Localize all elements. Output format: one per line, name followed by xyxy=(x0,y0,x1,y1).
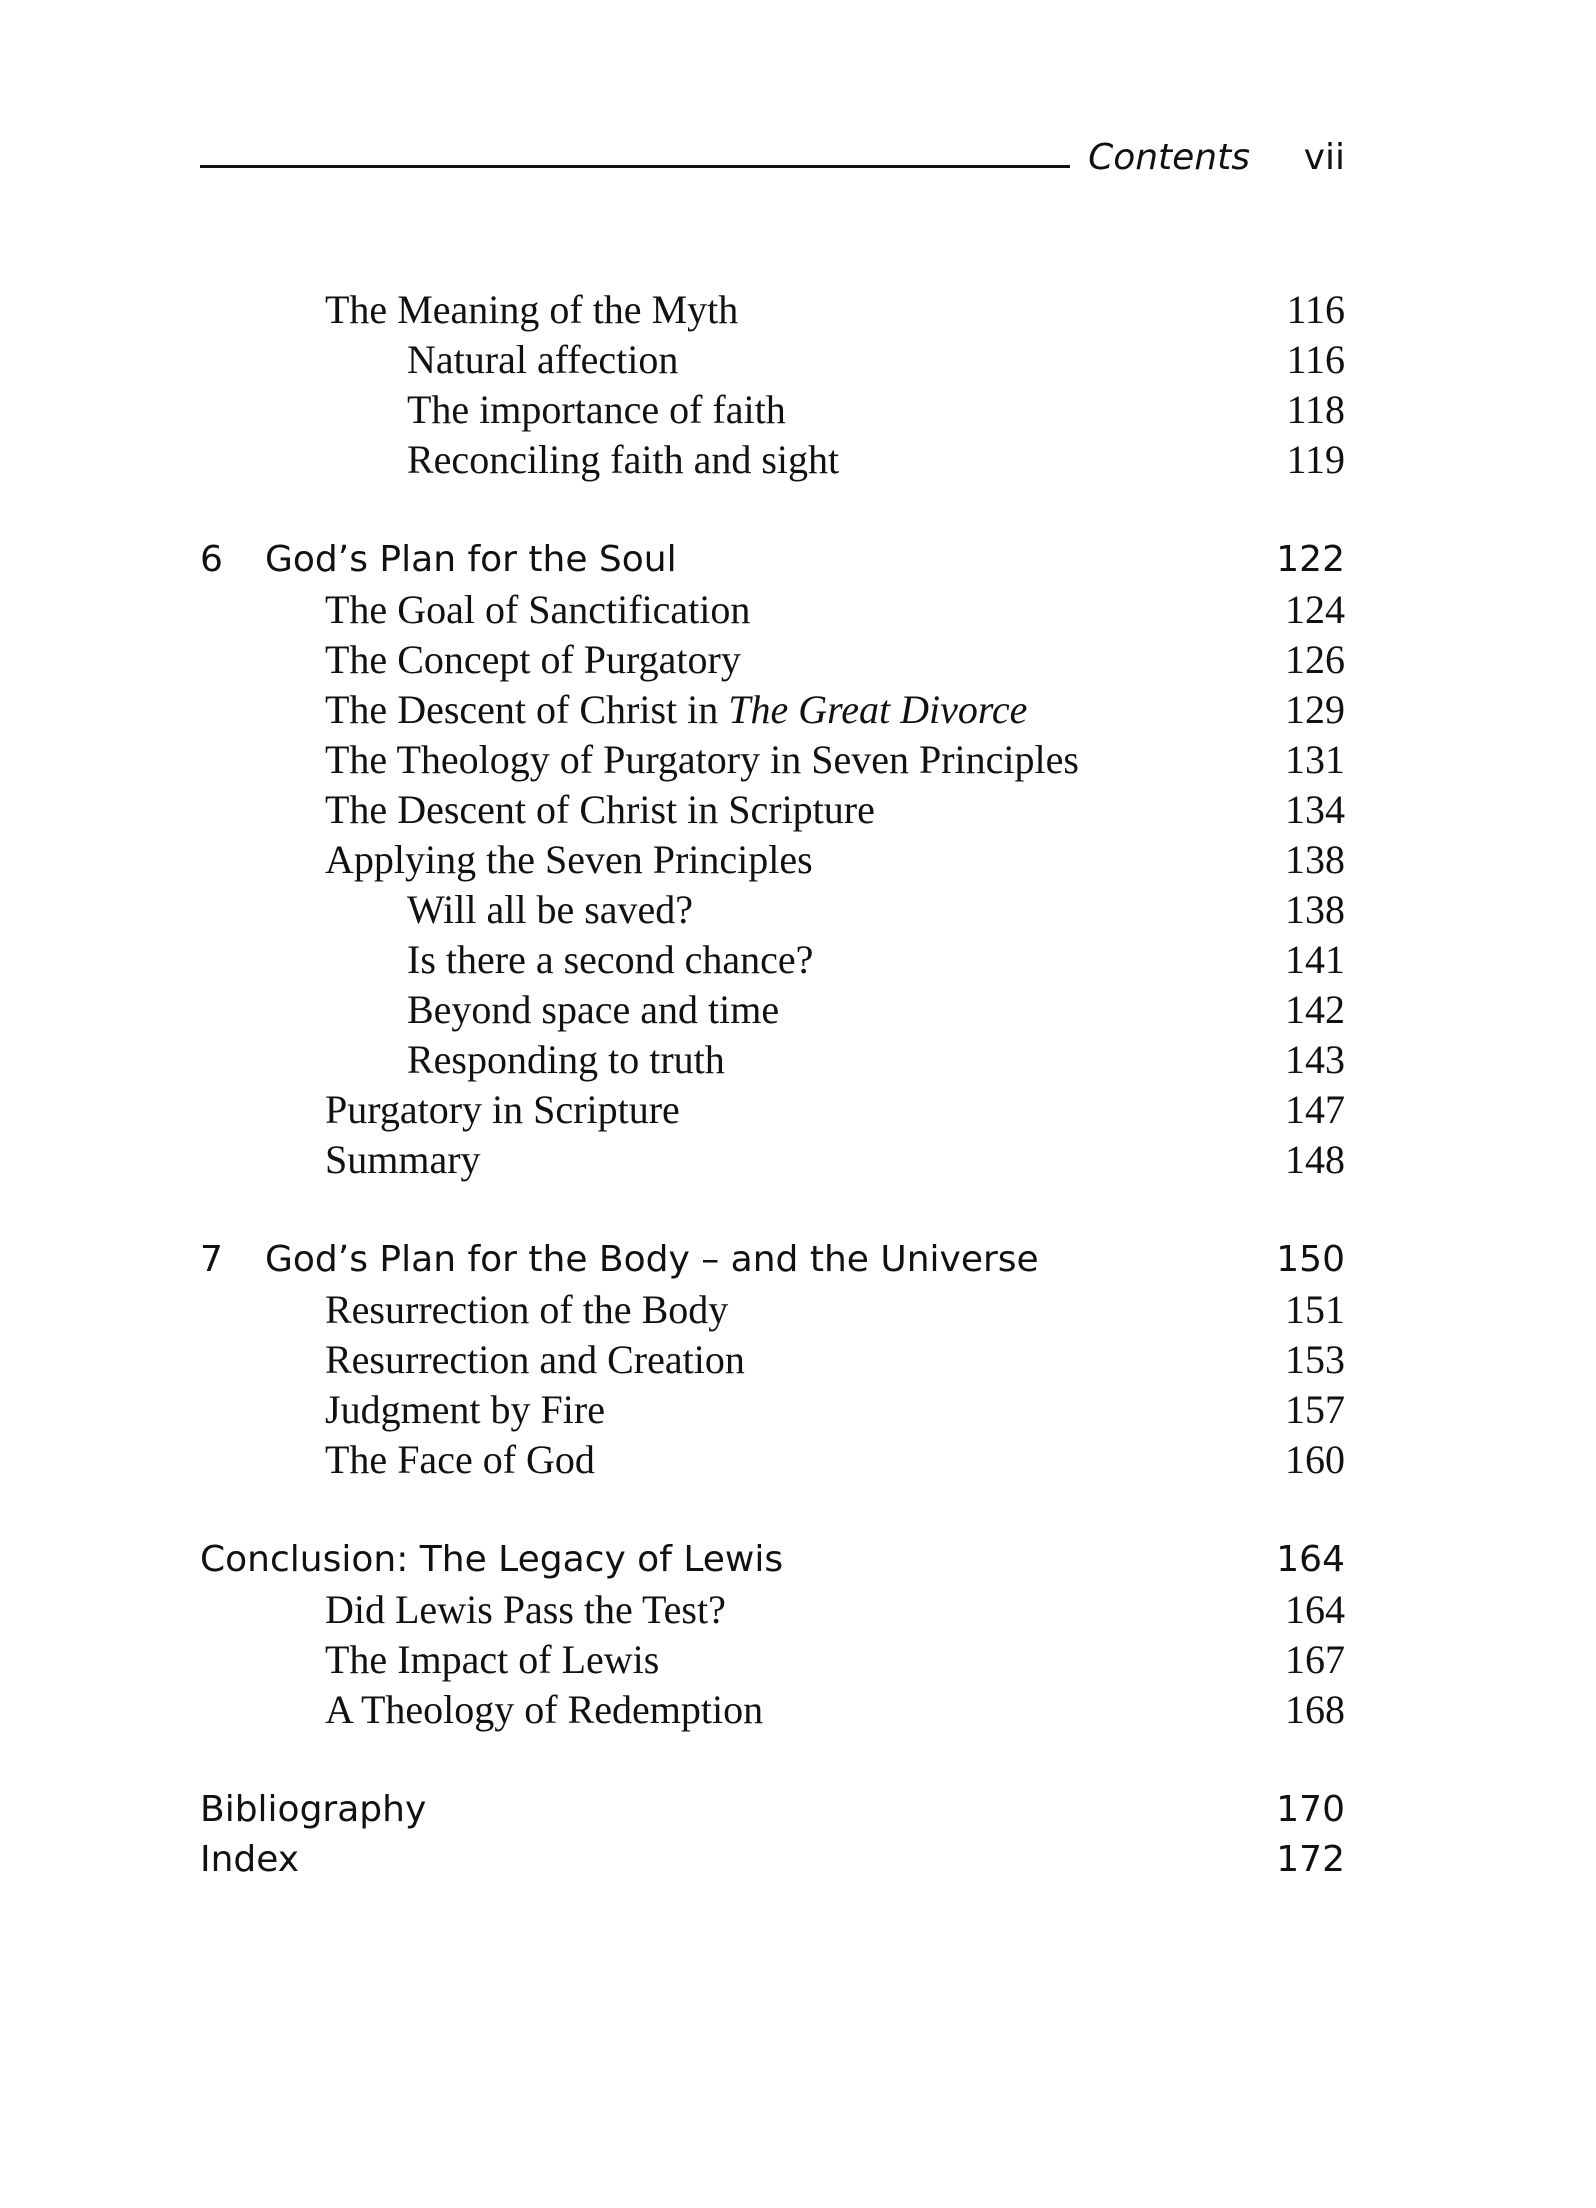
section-page: 170 xyxy=(1276,1789,1345,1830)
toc-entry-label: Purgatory in Scripture xyxy=(325,1087,680,1132)
toc-entry-page: 131 xyxy=(1285,737,1345,782)
toc-entry-label: Applying the Seven Principles xyxy=(325,837,813,882)
toc-entry xyxy=(200,1285,1345,1335)
toc-entry-page: 157 xyxy=(1285,1387,1345,1432)
toc-entry-page: 129 xyxy=(1285,687,1345,732)
toc-subentry xyxy=(200,385,1345,435)
toc-entry-page: 153 xyxy=(1285,1337,1345,1382)
toc-entry xyxy=(200,285,1345,335)
toc-subentry-label: Beyond space and time xyxy=(407,987,780,1032)
section-title: Index xyxy=(200,1839,300,1880)
toc-entry xyxy=(200,785,1345,835)
toc-bibliography xyxy=(200,1785,1345,1835)
toc-subentry-label: Responding to truth xyxy=(407,1037,725,1082)
toc-index xyxy=(200,1835,1345,1885)
toc-entry-label: The Impact of Lewis xyxy=(325,1637,660,1682)
toc-entry xyxy=(200,1085,1345,1135)
chapter-number: 6 xyxy=(200,539,223,580)
toc-entry xyxy=(200,585,1345,635)
toc-entry-page: 147 xyxy=(1285,1087,1345,1132)
toc-entry xyxy=(200,1335,1345,1385)
toc-subentry xyxy=(200,335,1345,385)
toc-chapter-7 xyxy=(200,1235,1345,1285)
toc-conclusion xyxy=(200,1535,1345,1585)
toc-entry-label: Judgment by Fire xyxy=(325,1387,605,1432)
toc-entry-label: The Descent of Christ in Scripture xyxy=(325,787,875,832)
toc-entry-page: 148 xyxy=(1285,1137,1345,1182)
toc-entry-page: 138 xyxy=(1285,837,1345,882)
toc-entry-label: The Concept of Purgatory xyxy=(325,637,741,682)
toc-entry-label: Summary xyxy=(325,1137,481,1182)
section-page: 172 xyxy=(1276,1839,1345,1880)
toc-entry xyxy=(200,635,1345,685)
chapter-page: 122 xyxy=(1276,539,1345,580)
table-of-contents xyxy=(200,285,1345,1885)
section-title: Conclusion: The Legacy of Lewis xyxy=(200,1539,784,1580)
toc-entry-page: 116 xyxy=(1286,287,1345,332)
chapter-page: 150 xyxy=(1276,1239,1345,1280)
toc-entry xyxy=(200,835,1345,885)
toc-entry-label: Resurrection and Creation xyxy=(325,1337,745,1382)
chapter-title: God’s Plan for the Soul xyxy=(265,539,677,580)
toc-entry xyxy=(200,1385,1345,1435)
toc-entry-label: The Goal of Sanctification xyxy=(325,587,751,632)
toc-entry xyxy=(200,1435,1345,1485)
section-page: 164 xyxy=(1276,1539,1345,1580)
toc-subentry-page: 138 xyxy=(1285,887,1345,932)
toc-entry-label: The Theology of Purgatory in Seven Principles xyxy=(325,737,1079,782)
toc-subentry xyxy=(200,1035,1345,1085)
toc-entry-label: The Meaning of the Myth xyxy=(325,287,739,332)
toc-entry-label: A Theology of Redemption xyxy=(325,1687,764,1732)
toc-subentry-page: 119 xyxy=(1286,437,1345,482)
toc-subentry xyxy=(200,935,1345,985)
toc-entry xyxy=(200,1585,1345,1635)
toc-entry xyxy=(200,735,1345,785)
toc-entry-page: 167 xyxy=(1285,1637,1345,1682)
toc-entry-page: 160 xyxy=(1285,1437,1345,1482)
toc-subentry xyxy=(200,435,1345,485)
toc-entry-label: Resurrection of the Body xyxy=(325,1287,729,1332)
chapter-number: 7 xyxy=(200,1239,223,1280)
book-title: The Great Divorce xyxy=(728,687,1028,732)
toc-entry-page: 164 xyxy=(1285,1587,1345,1632)
toc-entry-label xyxy=(325,685,1027,735)
toc-chapter-6 xyxy=(200,535,1345,585)
page-number: vii xyxy=(1303,137,1345,178)
section-title: Bibliography xyxy=(200,1789,427,1830)
toc-entry-label: Did Lewis Pass the Test? xyxy=(325,1587,726,1632)
toc-entry-page: 151 xyxy=(1285,1287,1345,1332)
toc-entry xyxy=(200,685,1345,735)
running-header xyxy=(200,135,1345,195)
running-title: Contents xyxy=(1088,137,1250,178)
toc-subentry-page: 118 xyxy=(1286,387,1345,432)
toc-entry xyxy=(200,1685,1345,1735)
toc-subentry-label: The importance of faith xyxy=(407,387,786,432)
toc-entry xyxy=(200,1135,1345,1185)
toc-subentry-label: Will all be saved? xyxy=(407,887,694,932)
toc-entry-label-text: The Descent of Christ in xyxy=(325,687,729,732)
toc-subentry-page: 143 xyxy=(1285,1037,1345,1082)
toc-subentry-label: Reconciling faith and sight xyxy=(407,437,840,482)
toc-subentry-label: Is there a second chance? xyxy=(407,937,814,982)
toc-entry xyxy=(200,1635,1345,1685)
toc-subentry-page: 141 xyxy=(1285,937,1345,982)
toc-entry-label: The Face of God xyxy=(325,1437,595,1482)
toc-entry-page: 168 xyxy=(1285,1687,1345,1732)
toc-subentry xyxy=(200,885,1345,935)
toc-subentry-label: Natural affection xyxy=(407,337,679,382)
toc-entry-page: 134 xyxy=(1285,787,1345,832)
header-rule xyxy=(200,165,1070,168)
chapter-title: God’s Plan for the Body – and the Universe xyxy=(265,1239,1039,1280)
toc-entry-page: 124 xyxy=(1285,587,1345,632)
toc-entry-page: 126 xyxy=(1285,637,1345,682)
toc-subentry xyxy=(200,985,1345,1035)
toc-subentry-page: 116 xyxy=(1286,337,1345,382)
toc-subentry-page: 142 xyxy=(1285,987,1345,1032)
